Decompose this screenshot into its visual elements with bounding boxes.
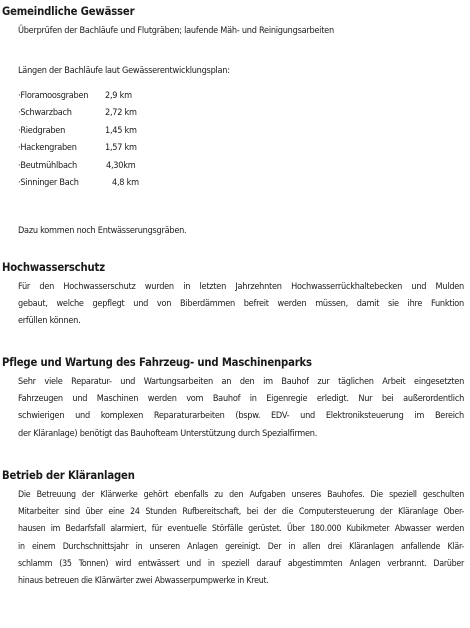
text-line: der Kläranlage) benötigt das Bauhofteam Unterstützung durch Spezialfirmen.	[18, 428, 318, 439]
text-line: Für den Hochwasserschutz wurden in letzten Jahrzehnten Hochwasserrückhaltebecken und Mulden	[18, 282, 464, 292]
item-value: 2,72 km	[105, 108, 137, 119]
text-line: gebaut, welche gepflegt und von Biberdämmen befreit werden müssen, damit sie ihre Funktion	[18, 299, 464, 310]
heading-fahrzeugpark: Pflege und Wartung des Fahrzeug- und Maschinenparks	[2, 356, 312, 369]
hochwasser-paragraph	[18, 279, 464, 331]
item-name: ·Sinninger Bach	[18, 177, 79, 188]
list-item	[18, 158, 218, 175]
text-line: hausen im Bedarfsfall alarmiert, für eventuelle Störfälle gerüstet. Über 180.000 Kubikmeter Abwasser werden	[18, 524, 464, 535]
text-line: in einem Durchschnittsjahr in unseren Anlagen gereinigt. Der in allen drei Kläranlagen anfallende Klär-	[18, 541, 464, 552]
gewaesser-intro	[18, 23, 464, 40]
item-value: 1,57 km	[105, 143, 137, 154]
list-item	[18, 175, 218, 192]
list-item	[18, 140, 218, 157]
item-value: 4,8 km	[112, 177, 139, 188]
gewaesser-list-title	[18, 63, 464, 80]
text-line: Dazu kommen noch Entwässerungsgräben.	[18, 226, 187, 236]
item-name: ·Riedgraben	[18, 125, 66, 136]
item-name: ·Schwarzbach	[18, 108, 72, 119]
item-value: 2,9 km	[105, 91, 132, 101]
heading-klaeranlagen: Betrieb der Kläranlagen	[2, 469, 135, 482]
heading-gemeindliche-gewaesser: Gemeindliche Gewässer	[2, 5, 135, 18]
item-name: ·Floramoosgraben	[18, 91, 89, 101]
text-line: schwierigen und komplexen Reparaturarbeiten (bspw. EDV- und Elektroniksteuerung im Bereich	[18, 411, 464, 422]
item-name: ·Beutmühlbach	[18, 160, 77, 171]
text-line: schlamm (35 Tonnen) wird entwässert und in speziell darauf abgestimmten Anlagen verbrannt. Darüber	[18, 558, 464, 569]
klaeranlagen-paragraph	[18, 487, 464, 590]
gewaesser-note	[18, 223, 464, 240]
text-line: Mitarbeiter sind über eine 24 Stunden Rufbereitschaft, bei der die Computersteuerung der Kläranlage Ober-	[18, 507, 464, 518]
bachlaeufe-list	[18, 88, 218, 192]
list-item	[18, 88, 218, 105]
text-line: erfüllen können.	[18, 316, 81, 327]
text-line: hinaus betreuen die Klärwärter zwei Abwasserpumpwerke in Kreut.	[18, 576, 269, 587]
list-item	[18, 123, 218, 140]
text-line: Die Betreuung der Klärwerke gehört ebenfalls zu den Aufgaben unseres Bauhofes. Die speziell geschulten	[18, 490, 464, 500]
item-value: 4,30km	[106, 160, 136, 171]
text-line: Überprüfen der Bachläufe und Flutgräben; laufende Mäh- und Reinigungsarbeiten	[18, 26, 334, 36]
text-line: Sehr viele Reparatur- und Wartungsarbeiten an den im Bauhof zur täglichen Arbeit eingesetzten	[18, 377, 464, 387]
text-line: Längen der Bachläufe laut Gewässerentwicklungsplan:	[18, 66, 230, 76]
fahrzeug-paragraph	[18, 374, 464, 443]
heading-hochwasserschutz: Hochwasserschutz	[2, 261, 105, 274]
item-value: 1,45 km	[105, 125, 137, 136]
item-name: ·Hackengraben	[18, 143, 77, 154]
text-line: Fahrzeugen und Maschinen werden vom Bauhof in Eigenregie erledigt. Nur bei außerordentlich	[18, 394, 464, 405]
list-item	[18, 105, 218, 122]
